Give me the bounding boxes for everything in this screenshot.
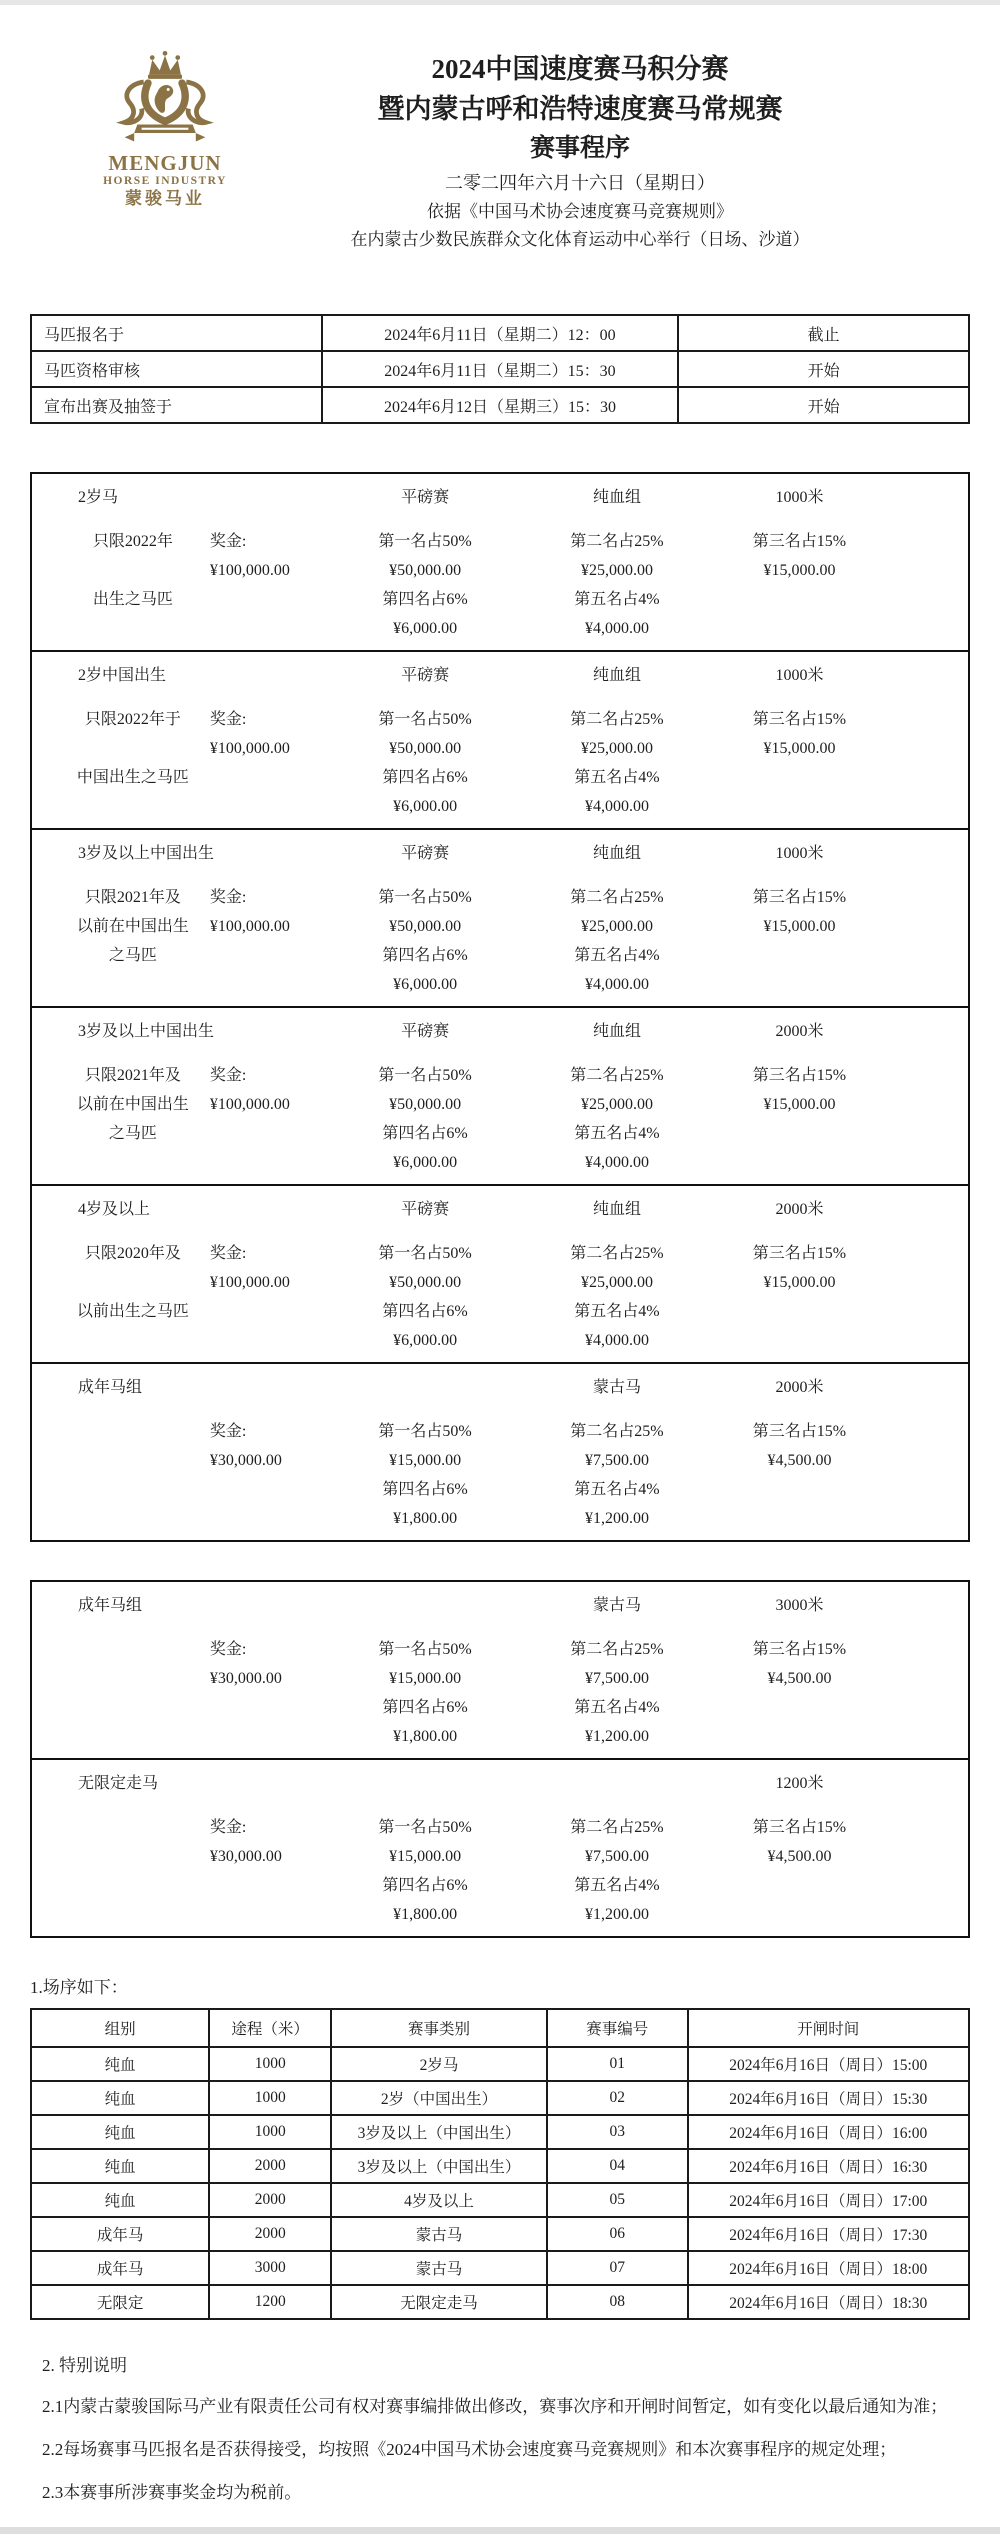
race-block-2yo (32, 474, 968, 650)
logo-name-en: MENGJUN (108, 151, 222, 175)
prize-2nd-amount: ¥25,000.00 (580, 1274, 653, 1291)
cell-race-number: 08 (547, 2285, 688, 2319)
prize-5th-amount: ¥4,000.00 (584, 976, 649, 993)
prize-3rd-amount: ¥4,500.00 (767, 1452, 832, 1469)
schedule-row (31, 2081, 969, 2115)
mengjun-logo (85, 48, 245, 210)
prize-5th-pct: 第五名占4% (574, 947, 660, 964)
prize-label: 奖金: (209, 889, 247, 906)
eligibility-line (32, 1268, 210, 1297)
prize-2nd-pct: 第二名占25% (570, 1245, 664, 1262)
schedule-row (31, 2047, 969, 2081)
col-header-race-class: 赛事类别 (331, 2009, 547, 2047)
prize-2nd-amount: ¥25,000.00 (580, 740, 653, 757)
prize-label: 奖金: (209, 1423, 247, 1440)
logo-name-cn: 蒙骏马业 (125, 189, 205, 208)
eligibility-line (32, 734, 210, 763)
eligibility-line (32, 1635, 210, 1664)
cell-race-class: 2岁（中国出生） (331, 2081, 547, 2115)
race-group-label: 3岁及以上中国出生 (78, 1023, 215, 1040)
prize-5th-amount: ¥4,000.00 (584, 798, 649, 815)
prize-5th-amount: ¥4,000.00 (584, 1332, 649, 1349)
cell-distance: 1000 (209, 2047, 331, 2081)
race-group-label: 无限定走马 (78, 1775, 159, 1792)
race-block-3yo-china-2000 (32, 1006, 968, 1184)
prize-1st-amount: ¥15,000.00 (389, 1670, 462, 1687)
prize-total-amount: ¥100,000.00 (209, 1274, 290, 1291)
event-title-line2: 暨内蒙古呼和浩特速度赛马常规赛 (377, 94, 783, 124)
cell-group: 成年马 (31, 2251, 209, 2285)
prize-1st-pct: 第一名占50% (378, 1067, 472, 1084)
eligibility-line (32, 1813, 210, 1842)
prize-5th-pct: 第五名占4% (574, 1481, 660, 1498)
prize-3rd-amount: ¥15,000.00 (763, 562, 836, 579)
schedule-row (31, 2149, 969, 2183)
blood-group-label: 蒙古马 (592, 1379, 641, 1396)
scan-edge-bottom (0, 2527, 1000, 2534)
eligibility-line (32, 1871, 210, 1900)
cell-group: 无限定 (31, 2285, 209, 2319)
eligibility-line: 之马匹 (108, 947, 157, 964)
prize-4th-amount: ¥6,000.00 (393, 1332, 458, 1349)
race-type-label: 平磅赛 (401, 845, 450, 862)
race-type-label (322, 1373, 528, 1402)
cell-race-class: 3岁及以上（中国出生） (331, 2149, 547, 2183)
prize-3rd-amount: ¥4,500.00 (767, 1670, 832, 1687)
prize-4th-pct: 第四名占6% (382, 1699, 468, 1716)
distance-label: 2000米 (775, 1023, 824, 1040)
registration-deadlines-table (30, 314, 970, 424)
eligibility-line (32, 1842, 210, 1871)
eligibility-line (32, 1693, 210, 1722)
cell-gate-time: 2024年6月16日（周日）15:30 (688, 2081, 969, 2115)
race-block-3yo-china-1000 (32, 828, 968, 1006)
schedule-heading: 1.场序如下： (30, 1978, 128, 1997)
prize-3rd-pct: 第三名占15% (752, 533, 847, 550)
prize-4th-amount: ¥6,000.00 (393, 620, 458, 637)
prize-4th-amount: ¥6,000.00 (393, 1154, 458, 1171)
prize-5th-amount: ¥1,200.00 (584, 1906, 649, 1923)
cell-gate-time: 2024年6月16日（周日）18:00 (688, 2251, 969, 2285)
race-block-adult-mongolian-3000 (32, 1582, 968, 1758)
prize-2nd-pct: 第二名占25% (570, 1423, 664, 1440)
prize-1st-pct: 第一名占50% (378, 1245, 472, 1262)
race-block-4yo-up (32, 1184, 968, 1362)
cell-group: 纯血 (31, 2115, 209, 2149)
registration-row (31, 315, 969, 351)
document-header (0, 0, 1000, 300)
eligibility-line (32, 1417, 210, 1446)
cell-gate-time: 2024年6月16日（周日）17:00 (688, 2183, 969, 2217)
prize-4th-amount: ¥1,800.00 (393, 1510, 458, 1527)
cell-race-number: 05 (547, 2183, 688, 2217)
race-conditions-panel-2 (30, 1580, 970, 1938)
col-header-gate-time: 开闸时间 (688, 2009, 969, 2047)
cell-race-class: 蒙古马 (331, 2217, 547, 2251)
schedule-row (31, 2115, 969, 2149)
prize-label: 奖金: (209, 1067, 247, 1084)
cell-distance: 2000 (209, 2217, 331, 2251)
prize-4th-pct: 第四名占6% (382, 947, 468, 964)
note-item-1: 2.1内蒙古蒙骏国际马产业有限责任公司有权对赛事编排做出修改，赛事次序和开闸时间暂定，如有变化以最后通知为准； (42, 2397, 948, 2416)
program-title: 赛事程序 (529, 135, 630, 162)
cell-group: 纯血 (31, 2149, 209, 2183)
cell-race-class: 3岁及以上（中国出生） (331, 2115, 547, 2149)
prize-2nd-pct: 第二名占25% (570, 1819, 664, 1836)
cell-gate-time: 2024年6月16日（周日）15:00 (688, 2047, 969, 2081)
note-item-2: 2.2每场赛事马匹报名是否获得接受，均按照《2024中国马术协会速度赛马竞赛规则》和本次赛事程序的规定处理； (42, 2440, 897, 2459)
note-item-3: 2.3本赛事所涉赛事奖金均为税前。 (42, 2483, 302, 2502)
cell-race-class: 4岁及以上 (331, 2183, 547, 2217)
schedule-row (31, 2285, 969, 2319)
prize-total-amount: ¥30,000.00 (209, 1452, 282, 1469)
schedule-row (31, 2217, 969, 2251)
prize-2nd-pct: 第二名占25% (570, 1641, 664, 1658)
registration-item-status: 开始 (678, 351, 969, 387)
prize-1st-pct: 第一名占50% (378, 711, 472, 728)
cell-race-number: 04 (547, 2149, 688, 2183)
blood-group-label (528, 1769, 706, 1798)
blood-group-label: 纯血组 (592, 1023, 641, 1040)
race-schedule-table (30, 2008, 970, 2320)
prize-total-amount: ¥100,000.00 (209, 1096, 290, 1113)
registration-item-datetime: 2024年6月12日（星期三）15：30 (322, 387, 678, 423)
prize-4th-pct: 第四名占6% (382, 769, 468, 786)
cell-distance: 1000 (209, 2115, 331, 2149)
registration-item-label: 马匹报名于 (31, 315, 322, 351)
event-title-line1: 2024中国速度赛马积分赛 (431, 54, 729, 84)
prize-total-amount: ¥100,000.00 (209, 740, 290, 757)
cell-race-class: 蒙古马 (331, 2251, 547, 2285)
prize-1st-amount: ¥50,000.00 (389, 1096, 462, 1113)
eligibility-line: 以前在中国出生 (76, 1096, 189, 1113)
prize-1st-pct: 第一名占50% (378, 1423, 472, 1440)
prize-2nd-pct: 第二名占25% (570, 889, 664, 906)
cell-race-class: 2岁马 (331, 2047, 547, 2081)
registration-item-datetime: 2024年6月11日（星期二）12：00 (322, 315, 678, 351)
prize-label: 奖金: (209, 1641, 247, 1658)
prize-2nd-amount: ¥25,000.00 (580, 918, 653, 935)
schedule-row (31, 2183, 969, 2217)
prize-label: 奖金: (209, 711, 247, 728)
blood-group-label: 纯血组 (592, 489, 641, 506)
prize-1st-pct: 第一名占50% (378, 533, 472, 550)
mengjun-crest-icon (101, 48, 229, 150)
cell-distance: 1200 (209, 2285, 331, 2319)
blood-group-label: 蒙古马 (592, 1597, 641, 1614)
eligibility-line (32, 556, 210, 585)
prize-5th-pct: 第五名占4% (574, 1303, 660, 1320)
prize-2nd-amount: ¥25,000.00 (580, 1096, 653, 1113)
venue-line: 在内蒙古少数民族群众文化体育运动中心举行（日场、沙道） (350, 230, 810, 249)
cell-gate-time: 2024年6月16日（周日）17:30 (688, 2217, 969, 2251)
rules-basis-line: 依据《中国马术协会速度赛马竞赛规则》 (427, 202, 733, 221)
prize-2nd-pct: 第二名占25% (570, 1067, 664, 1084)
prize-5th-amount: ¥1,200.00 (584, 1510, 649, 1527)
prize-1st-amount: ¥15,000.00 (389, 1452, 462, 1469)
prize-total-amount: ¥30,000.00 (209, 1670, 282, 1687)
registration-row (31, 387, 969, 423)
race-conditions-panel-1 (30, 472, 970, 1542)
prize-4th-pct: 第四名占6% (382, 591, 468, 608)
prize-2nd-amount: ¥7,500.00 (584, 1452, 649, 1469)
prize-3rd-pct: 第三名占15% (752, 1819, 847, 1836)
prize-5th-pct: 第五名占4% (574, 591, 660, 608)
cell-gate-time: 2024年6月16日（周日）16:00 (688, 2115, 969, 2149)
prize-2nd-amount: ¥25,000.00 (580, 562, 653, 579)
distance-label: 1000米 (775, 667, 824, 684)
prize-3rd-pct: 第三名占15% (752, 1641, 847, 1658)
race-group-label: 4岁及以上 (78, 1201, 151, 1218)
prize-4th-amount: ¥6,000.00 (393, 976, 458, 993)
event-date-line: 二零二四年六月十六日（星期日） (445, 173, 715, 193)
eligibility-line: 只限2021年及 (84, 1067, 181, 1084)
cell-gate-time: 2024年6月16日（周日）18:30 (688, 2285, 969, 2319)
prize-total-amount: ¥100,000.00 (209, 918, 290, 935)
prize-1st-amount: ¥50,000.00 (389, 918, 462, 935)
race-type-label (322, 1769, 528, 1798)
prize-4th-pct: 第四名占6% (382, 1125, 468, 1142)
prize-4th-pct: 第四名占6% (382, 1877, 468, 1894)
prize-3rd-amount: ¥15,000.00 (763, 918, 836, 935)
registration-item-status: 开始 (678, 387, 969, 423)
race-group-label: 2岁马 (78, 489, 119, 506)
blood-group-label: 纯血组 (592, 667, 641, 684)
col-header-group: 组别 (31, 2009, 209, 2047)
prize-total-amount: ¥100,000.00 (209, 562, 290, 579)
prize-3rd-pct: 第三名占15% (752, 1423, 847, 1440)
cell-race-number: 07 (547, 2251, 688, 2285)
distance-label: 1200米 (775, 1775, 824, 1792)
prize-3rd-amount: ¥15,000.00 (763, 1274, 836, 1291)
race-type-label: 平磅赛 (401, 489, 450, 506)
registration-item-status: 截止 (678, 315, 969, 351)
eligibility-line (32, 1475, 210, 1504)
cell-distance: 2000 (209, 2183, 331, 2217)
cell-group: 纯血 (31, 2183, 209, 2217)
prize-4th-pct: 第四名占6% (382, 1303, 468, 1320)
prize-3rd-pct: 第三名占15% (752, 889, 847, 906)
col-header-distance: 途程（米） (209, 2009, 331, 2047)
race-type-label: 平磅赛 (401, 1023, 450, 1040)
blood-group-label: 纯血组 (592, 845, 641, 862)
eligibility-line: 之马匹 (108, 1125, 157, 1142)
distance-label: 1000米 (775, 489, 824, 506)
race-type-label (322, 1591, 528, 1620)
prize-3rd-amount: ¥15,000.00 (763, 740, 836, 757)
race-type-label: 平磅赛 (401, 667, 450, 684)
eligibility-line: 以前出生之马匹 (76, 1303, 189, 1320)
eligibility-line (32, 1664, 210, 1693)
prize-5th-amount: ¥4,000.00 (584, 1154, 649, 1171)
race-group-label: 成年马组 (78, 1597, 143, 1614)
cell-group: 纯血 (31, 2047, 209, 2081)
blood-group-label: 纯血组 (592, 1201, 641, 1218)
prize-3rd-pct: 第三名占15% (752, 1067, 847, 1084)
race-group-label: 2岁中国出生 (78, 667, 167, 684)
prize-4th-amount: ¥6,000.00 (393, 798, 458, 815)
cell-gate-time: 2024年6月16日（周日）16:30 (688, 2149, 969, 2183)
cell-race-number: 02 (547, 2081, 688, 2115)
race-block-2yo-china (32, 650, 968, 828)
cell-distance: 3000 (209, 2251, 331, 2285)
registration-item-label: 马匹资格审核 (31, 351, 322, 387)
eligibility-line: 只限2022年 (92, 533, 173, 550)
prize-label: 奖金: (209, 1819, 247, 1836)
prize-3rd-amount: ¥4,500.00 (767, 1848, 832, 1865)
special-notes-section (42, 2350, 958, 2509)
prize-1st-pct: 第一名占50% (378, 1819, 472, 1836)
prize-label: 奖金: (209, 533, 247, 550)
registration-item-label: 宣布出赛及抽签于 (31, 387, 322, 423)
logo-industry-en: HORSE INDUSTRY (103, 175, 227, 187)
title-block (160, 50, 1000, 254)
race-group-label: 3岁及以上中国出生 (78, 845, 215, 862)
prize-4th-amount: ¥1,800.00 (393, 1906, 458, 1923)
prize-4th-amount: ¥1,800.00 (393, 1728, 458, 1745)
prize-5th-pct: 第五名占4% (574, 1877, 660, 1894)
prize-1st-amount: ¥15,000.00 (389, 1848, 462, 1865)
eligibility-line: 只限2020年及 (84, 1245, 181, 1262)
prize-1st-pct: 第一名占50% (378, 1641, 472, 1658)
distance-label: 3000米 (775, 1597, 824, 1614)
registration-item-datetime: 2024年6月11日（星期二）15：30 (322, 351, 678, 387)
prize-1st-amount: ¥50,000.00 (389, 740, 462, 757)
notes-heading: 2. 特别说明 (42, 2356, 127, 2375)
eligibility-line: 出生之马匹 (92, 591, 173, 608)
col-header-race-number: 赛事编号 (547, 2009, 688, 2047)
prize-2nd-amount: ¥7,500.00 (584, 1670, 649, 1687)
cell-group: 纯血 (31, 2081, 209, 2115)
cell-race-number: 06 (547, 2217, 688, 2251)
prize-3rd-amount: ¥15,000.00 (763, 1096, 836, 1113)
race-type-label: 平磅赛 (401, 1201, 450, 1218)
race-block-open-ambling (32, 1758, 968, 1936)
eligibility-line (32, 1446, 210, 1475)
prize-5th-amount: ¥1,200.00 (584, 1728, 649, 1745)
race-block-adult-mongolian-2000 (32, 1362, 968, 1540)
cell-race-class: 无限定走马 (331, 2285, 547, 2319)
schedule-header-row (31, 2009, 969, 2047)
cell-race-number: 01 (547, 2047, 688, 2081)
cell-group: 成年马 (31, 2217, 209, 2251)
prize-5th-amount: ¥4,000.00 (584, 620, 649, 637)
prize-5th-pct: 第五名占4% (574, 1125, 660, 1142)
prize-4th-pct: 第四名占6% (382, 1481, 468, 1498)
prize-2nd-pct: 第二名占25% (570, 711, 664, 728)
prize-total-amount: ¥30,000.00 (209, 1848, 282, 1865)
prize-3rd-pct: 第三名占15% (752, 711, 847, 728)
cell-distance: 2000 (209, 2149, 331, 2183)
prize-1st-amount: ¥50,000.00 (389, 562, 462, 579)
cell-distance: 1000 (209, 2081, 331, 2115)
prize-1st-amount: ¥50,000.00 (389, 1274, 462, 1291)
prize-label: 奖金: (209, 1245, 247, 1262)
registration-row (31, 351, 969, 387)
cell-race-number: 03 (547, 2115, 688, 2149)
eligibility-line: 只限2022年于 (84, 711, 181, 728)
prize-1st-pct: 第一名占50% (378, 889, 472, 906)
distance-label: 2000米 (775, 1201, 824, 1218)
prize-3rd-pct: 第三名占15% (752, 1245, 847, 1262)
prize-5th-pct: 第五名占4% (574, 769, 660, 786)
prize-5th-pct: 第五名占4% (574, 1699, 660, 1716)
eligibility-line: 只限2021年及 (84, 889, 181, 906)
prize-2nd-amount: ¥7,500.00 (584, 1848, 649, 1865)
eligibility-line: 中国出生之马匹 (76, 769, 189, 786)
race-group-label: 成年马组 (78, 1379, 143, 1396)
distance-label: 1000米 (775, 845, 824, 862)
eligibility-line: 以前在中国出生 (76, 918, 189, 935)
schedule-row (31, 2251, 969, 2285)
prize-2nd-pct: 第二名占25% (570, 533, 664, 550)
distance-label: 2000米 (775, 1379, 824, 1396)
